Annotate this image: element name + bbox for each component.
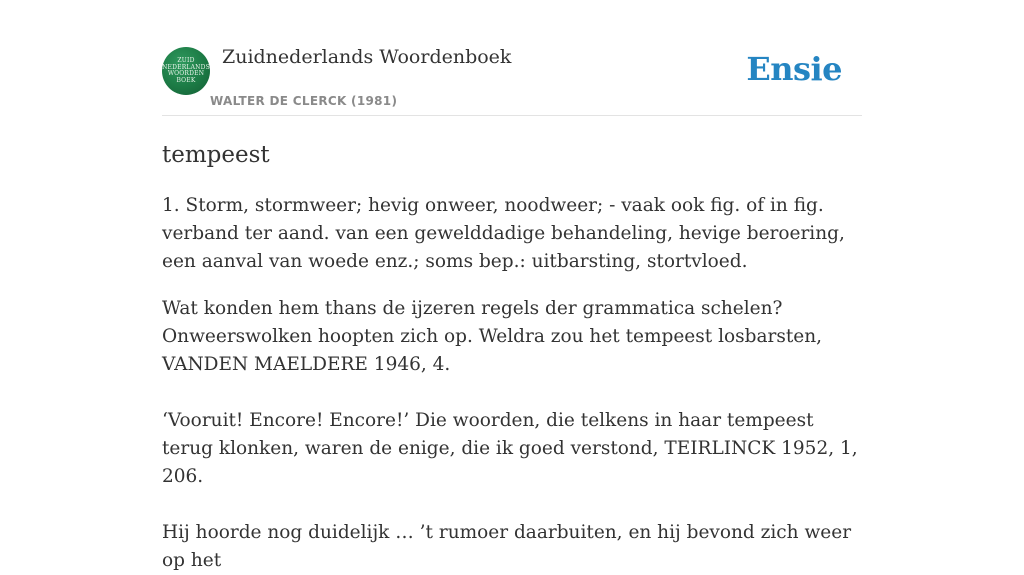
header — [162, 0, 862, 116]
logo-line: NEDERLANDS — [162, 63, 210, 71]
book-author: WALTER DE CLERCK (1981) — [210, 94, 398, 108]
logo-line: ZUID — [177, 57, 195, 64]
book-title-link[interactable]: Zuidnederlands Woordenboek — [222, 46, 512, 68]
book-cover-logo[interactable] — [162, 47, 210, 95]
logo-line: WOORDEN — [167, 70, 205, 77]
page — [162, 0, 862, 575]
logo-line: BOEK — [176, 76, 196, 84]
entry-headword: tempeest — [162, 142, 270, 168]
entry-definition: 1. Storm, stormweer; hevig onweer, noodweer; - vaak ook fig. of in fig. verband ter aand. van een gewelddadige behandeling, hevige beroering, een aanval van woede enz.; soms bep.: uitbarsting, stortvloed. — [162, 195, 845, 272]
entry-quote: ‘Vooruit! Encore! Encore!’ Die woorden, die telkens in haar tempeest terug klonken, waren de enige, die ik goed verstond, TEIRLINCK 1952, 1, 206. — [162, 410, 858, 487]
entry-quote: Wat konden hem thans de ijzeren regels der grammatica schelen? Onweerswolken hoopten zich op. Weldra zou het tempeest losbarsten, VANDEN MAELDERE 1946, 4. — [162, 298, 823, 375]
ensie-brand-link[interactable]: Ensie — [746, 50, 842, 88]
entry-quote: Hij hoorde nog duidelijk … ’t rumoer daarbuiten, en hij bevond zich weer op het — [162, 522, 852, 571]
